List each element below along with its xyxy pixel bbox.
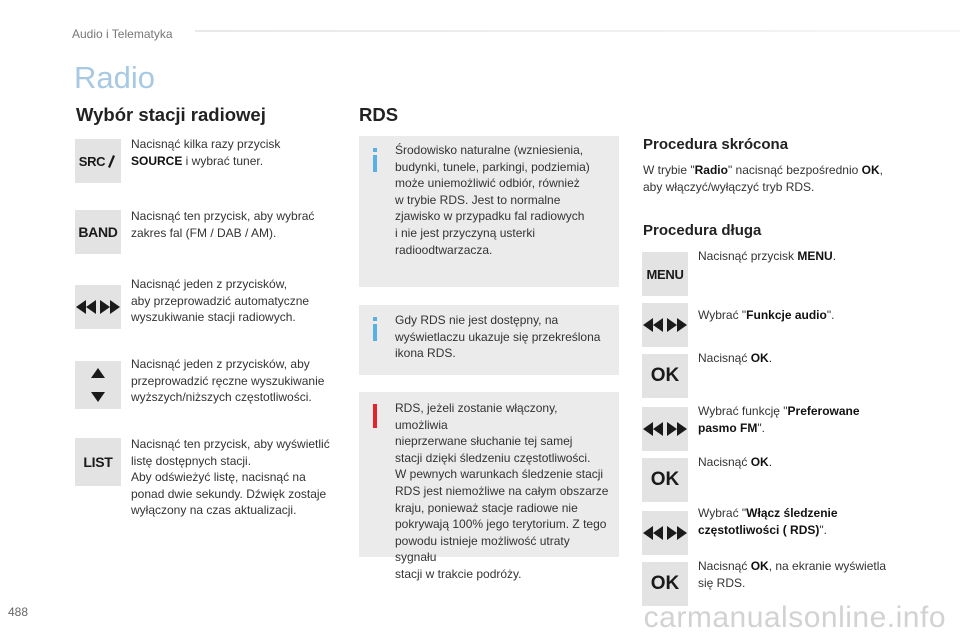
stations-desc-5: Nacisnąć ten przycisk, aby wyświetlić listę dostępnych stacji. Aby odświeżyć listę, nacisnąć na ponad dwie sekundy. Dźwięk zostaje wyłączony na czas aktualizacji. [131, 437, 330, 518]
long-step-6: Wybrać "Włącz śledzenie częstotliwości ( RDS)". [698, 506, 838, 537]
page-title: Radio [74, 60, 155, 95]
band-button-icon: BAND [75, 210, 121, 254]
seek-arrows-icon [643, 422, 687, 436]
ok-button-icon: OK [642, 562, 688, 606]
long-step-5: Nacisnąć OK. [698, 455, 773, 469]
seek-arrows-icon [643, 318, 687, 332]
updown-buttons-icon [75, 361, 121, 409]
section-label: Audio i Telematyka [72, 27, 173, 41]
short-procedure-heading: Procedura skrócona [643, 136, 789, 153]
stations-desc-1: Nacisnąć kilka razy przycisk SOURCE i wybrać tuner. [131, 137, 281, 168]
info-icon [373, 148, 377, 172]
ok-button-icon: OK [642, 458, 688, 502]
seek-buttons-icon [75, 285, 121, 329]
rds-heading: RDS [359, 104, 399, 125]
list-button-icon: LIST [75, 438, 121, 486]
seek-buttons-icon [642, 511, 688, 555]
menu-button-icon: MENU [642, 252, 688, 296]
rds-note-unavailable: Gdy RDS nie jest dostępny, na wyświetlaczu ukazuje się przekreślona ikona RDS. [359, 305, 619, 375]
stations-desc-2: Nacisnąć ten przycisk, aby wybrać zakres fal (FM / DAB / AM). [131, 209, 315, 240]
long-step-3: Nacisnąć OK. [698, 351, 773, 365]
long-step-4: Wybrać funkcję "Preferowane pasmo FM". [698, 404, 860, 435]
ok-button-icon: OK [642, 354, 688, 398]
seek-arrows-icon [643, 526, 687, 540]
src-button-icon: SRC [75, 139, 121, 183]
rds-note-warning: RDS, jeżeli zostanie włączony, umożliwia nieprzerwane słuchanie tej samej stacji dzięki śledzeniu częstotliwości. W pewnych warunkach śledzenie stacji RDS jest niemożliwe na całym obszarze kraju, ponieważ stacje radiowe nie pokrywają 100% jego terytorium. Z tego powodu istnieje możliwość utraty sygnału stacji w trakcie podróży. [359, 392, 619, 557]
stations-desc-3: Nacisnąć jeden z przycisków, aby przeprowadzić automatyczne wyszukiwanie stacji radiowych. [131, 277, 310, 325]
seek-buttons-icon [642, 303, 688, 347]
stations-desc-4: Nacisnąć jeden z przycisków, aby przeprowadzić ręczne wyszukiwanie wyższych/niższych częstotliwości. [131, 357, 325, 405]
warning-icon [373, 404, 377, 428]
long-step-7: Nacisnąć OK, na ekranie wyświetla się RDS. [698, 559, 887, 590]
rds-note-reception: Środowisko naturalne (wzniesienia, budynki, tunele, parkingi, podziemia) może uniemożliwić odbiór, również w trybie RDS. Jest to normalne zjawisko w przypadku fal radiowych i nie jest przyczyną usterki radioodtwarzacza. [359, 136, 619, 287]
long-procedure-heading: Procedura długa [643, 222, 762, 239]
info-icon [373, 317, 377, 341]
page-number: 488 [8, 605, 29, 619]
short-procedure-desc: W trybie "Radio" nacisnąć bezpośrednio OK, aby włączyć/wyłączyć tryb RDS. [643, 163, 883, 194]
header-rule [195, 30, 960, 32]
src-slash-icon [105, 153, 117, 169]
stations-heading: Wybór stacji radiowej [76, 104, 266, 125]
watermark: carmanualsonline.info [643, 601, 946, 634]
seek-buttons-icon [642, 407, 688, 451]
long-step-1: Nacisnąć przycisk MENU. [698, 249, 837, 263]
up-down-arrows-icon [91, 368, 105, 402]
seek-arrows-icon [76, 300, 120, 314]
long-step-2: Wybrać "Funkcje audio". [698, 308, 835, 322]
